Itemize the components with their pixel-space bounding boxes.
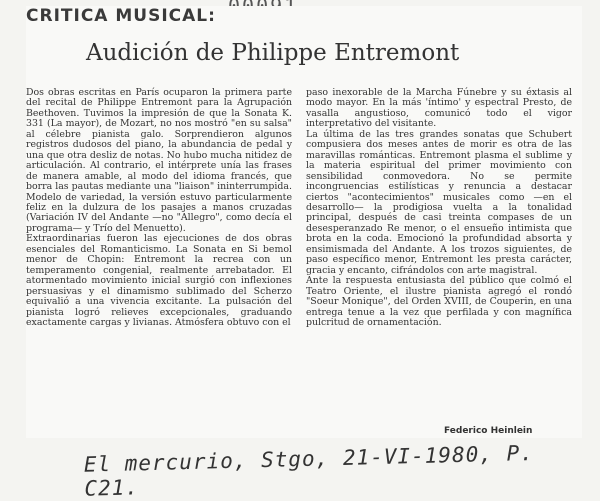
handwritten-source-note: El mercurio, Stgo, 21-VI-1980, P. C21. xyxy=(83,440,535,501)
paragraph: La última de las tres grandes sonatas que Schubert compusiera dos meses antes de morir es otra de las maravillas románticas. Entremont plasma el sublime y la materia espiritual del primer movimiento con sensibilidad conmovedora. No se permite incongruencias estilísticas y renuncia a destacar ciertos "acontecimientos" musicales como —en el desarrollo— la prodigiosa vuelta a la tonalidad principal, después de casi treinta compases de un desesperanzado Re menor, o el ensueño intimista que brota en la coda. Emocionó la profundidad absorta y ensimismada del Andante. A los trozos siguientes, de paso específico menor, Entremont les presta carácter, gracia y encanto, cifrándolos con arte magistral. xyxy=(306,128,572,276)
right-column xyxy=(306,88,572,328)
article-title: Audición de Philippe Entremont xyxy=(86,40,460,66)
author-signature: Federico Heinlein xyxy=(444,426,533,436)
newspaper-clipping xyxy=(26,6,582,438)
left-column xyxy=(26,88,292,328)
paragraph: Extraordinarias fueron las ejecuciones de dos obras esenciales del Romanticismo. La Sonata en Si bemol menor de Chopin: Entremont la recrea con un temperamento congenial, realmente arrebatador. El atormentado movimiento inicial surgió con inflexiones persuasivas y el dinamismo sublimado del Scherzo equivalió a una vivencia excitante. La pulsación del pianista logró relieves excepcionales, graduando exactamente cargas y livianas. Atmósfera obtuvo con el xyxy=(26,233,292,328)
section-heading: CRITICA MUSICAL: xyxy=(26,6,216,26)
paragraph: paso inexorable de la Marcha Fúnebre y su éxtasis al modo mayor. En la más 'íntimo' y espectral Presto, de vasalla angustioso, comunicó todo el vigor interpretativo del visitante. xyxy=(306,87,572,130)
paragraph: Ante la respuesta entusiasta del público que colmó el Teatro Oriente, el ilustre pianista agregó el rondó "Soeur Monique", del Orden XVIII, de Couperin, en una entrega tenue a la vez que perfilada y con magnífica pulcritud de ornamentación. xyxy=(306,275,572,328)
paragraph: Dos obras escritas en París ocuparon la primera parte del recital de Philippe Entremont para la Agrupación Beethoven. Tuvimos la impresión de que la Sonata K. 331 (La mayor), de Mozart, no nos mostró "en su salsa" al célebre pianista galo. Sorprendieron algunos registros dudosos del piano, la abundancia de pedal y una que otra desliz de notas. No hubo mucha nitidez de articulación. Al contrario, el intérprete unía las frases de manera amable, al modo del idioma francés, que borra las pautas mediante una "liaison" ininterrumpida. Modelo de variedad, la versión estuvo particularmente feliz en la dulzura de los pasajes a manos cruzadas (Variación IV del Andante —no "Allegro", como decía el programa— y Trío del Menuetto). xyxy=(26,87,292,234)
